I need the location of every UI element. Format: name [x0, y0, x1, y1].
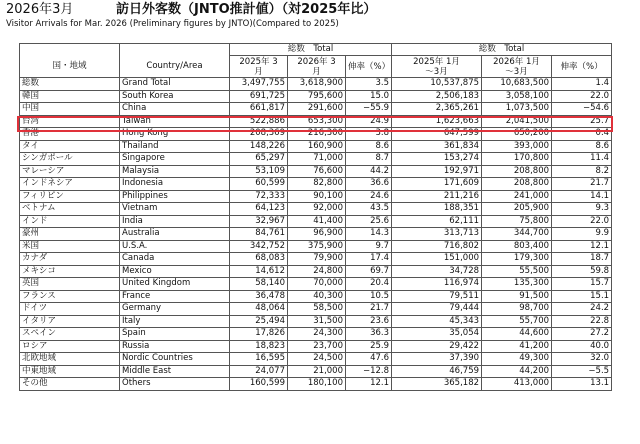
- cell-region-ja: ロシア: [20, 340, 120, 353]
- cell-2025-mar: 17,826: [230, 328, 288, 341]
- cell-2026-mar: 24,500: [288, 353, 346, 366]
- report-date: 2026年3月: [6, 2, 74, 17]
- cell-region-ja: マレーシア: [20, 165, 120, 178]
- table-row: [20, 290, 612, 303]
- cell-region-en: Nordic Countries: [120, 353, 230, 366]
- col-label-2025-mar: 2025年 3月: [239, 56, 278, 77]
- cell-region-ja: インド: [20, 215, 120, 228]
- cell-2026-mar: 24,300: [288, 328, 346, 341]
- cell-2025-ytd: 79,511: [392, 290, 482, 303]
- cell-2026-ytd: 205,900: [482, 203, 552, 216]
- cell-2026-mar: 82,800: [288, 178, 346, 191]
- cell-region-ja: 総数: [20, 78, 120, 91]
- cell-growth-mar: 36.6: [346, 178, 392, 191]
- cell-2025-ytd: 2,506,183: [392, 90, 482, 103]
- cell-2026-ytd: 1,073,500: [482, 103, 552, 116]
- cell-region-en: France: [120, 290, 230, 303]
- cell-growth-ytd: 21.7: [552, 178, 612, 191]
- cell-2026-ytd: 2,041,500: [482, 115, 552, 128]
- cell-2026-mar: 71,000: [288, 153, 346, 166]
- report-header: [6, 2, 634, 32]
- table-row: [20, 103, 612, 116]
- cell-growth-mar: 12.1: [346, 378, 392, 391]
- cell-region-ja: 北欧地域: [20, 353, 120, 366]
- cell-2026-mar: 23,700: [288, 340, 346, 353]
- cell-2025-mar: 24,077: [230, 365, 288, 378]
- cell-2026-mar: 21,000: [288, 365, 346, 378]
- cell-growth-mar: 20.4: [346, 278, 392, 291]
- table-row: [20, 340, 612, 353]
- cell-growth-ytd: 24.2: [552, 303, 612, 316]
- cell-region-en: Others: [120, 378, 230, 391]
- cell-growth-mar: 14.3: [346, 228, 392, 241]
- cell-2026-ytd: 55,500: [482, 265, 552, 278]
- cell-region-ja: 韓国: [20, 90, 120, 103]
- cell-region-en: Vietnam: [120, 203, 230, 216]
- cell-growth-mar: 24.9: [346, 115, 392, 128]
- cell-2025-ytd: 116,974: [392, 278, 482, 291]
- cell-2026-mar: 70,000: [288, 278, 346, 291]
- cell-growth-mar: 3.5: [346, 78, 392, 91]
- cell-region-ja: 中東地域: [20, 365, 120, 378]
- cell-region-ja: イタリア: [20, 315, 120, 328]
- cell-growth-ytd: 9.3: [552, 203, 612, 216]
- cell-region-en: Canada: [120, 253, 230, 266]
- cell-2026-ytd: 208,800: [482, 165, 552, 178]
- table-row: [20, 315, 612, 328]
- cell-growth-mar: 17.4: [346, 253, 392, 266]
- cell-2025-ytd: 188,351: [392, 203, 482, 216]
- cell-growth-ytd: 8.6: [552, 140, 612, 153]
- cell-2025-ytd: 192,971: [392, 165, 482, 178]
- cell-2025-mar: 68,083: [230, 253, 288, 266]
- cell-2026-ytd: 44,200: [482, 365, 552, 378]
- cell-2026-ytd: 98,700: [482, 303, 552, 316]
- cell-2026-ytd: 208,800: [482, 178, 552, 191]
- cell-2026-ytd: 179,300: [482, 253, 552, 266]
- cell-region-en: Hong Kong: [120, 128, 230, 141]
- cell-2025-mar: 208,369: [230, 128, 288, 141]
- cell-2026-mar: 291,600: [288, 103, 346, 116]
- cell-growth-mar: 8.7: [346, 153, 392, 166]
- cell-2025-ytd: 151,000: [392, 253, 482, 266]
- table-row: [20, 378, 612, 391]
- col-header-region-en: Country/Area: [120, 56, 230, 78]
- cell-growth-mar: 43.5: [346, 203, 392, 216]
- table-row: [20, 140, 612, 153]
- cell-2026-mar: 795,600: [288, 90, 346, 103]
- cell-region-en: Malaysia: [120, 165, 230, 178]
- cell-growth-ytd: 18.7: [552, 253, 612, 266]
- cell-2025-ytd: 171,609: [392, 178, 482, 191]
- cell-2026-mar: 58,500: [288, 303, 346, 316]
- col-label-2025-ytd: 2025年 1月～3月: [413, 56, 460, 77]
- cell-growth-ytd: 32.0: [552, 353, 612, 366]
- cell-2025-mar: 48,064: [230, 303, 288, 316]
- cell-2025-mar: 160,599: [230, 378, 288, 391]
- cell-2026-mar: 180,100: [288, 378, 346, 391]
- cell-2026-ytd: 49,300: [482, 353, 552, 366]
- group-header-ytd: 総数 Total: [392, 44, 612, 56]
- cell-region-ja: シンガポール: [20, 153, 120, 166]
- cell-2026-ytd: 344,700: [482, 228, 552, 241]
- cell-growth-mar: 8.6: [346, 140, 392, 153]
- cell-region-ja: 中国: [20, 103, 120, 116]
- cell-2025-mar: 16,595: [230, 353, 288, 366]
- cell-region-ja: タイ: [20, 140, 120, 153]
- cell-region-ja: フランス: [20, 290, 120, 303]
- cell-2025-mar: 65,297: [230, 153, 288, 166]
- cell-growth-mar: 10.5: [346, 290, 392, 303]
- cell-2025-mar: 148,226: [230, 140, 288, 153]
- cell-2026-mar: 96,900: [288, 228, 346, 241]
- cell-2026-ytd: 41,200: [482, 340, 552, 353]
- cell-2025-ytd: 2,365,261: [392, 103, 482, 116]
- cell-growth-ytd: 27.2: [552, 328, 612, 341]
- cell-region-ja: スペイン: [20, 328, 120, 341]
- cell-2026-ytd: 803,400: [482, 240, 552, 253]
- cell-region-en: U.S.A.: [120, 240, 230, 253]
- header-blank-en: [120, 44, 230, 56]
- cell-2026-mar: 375,900: [288, 240, 346, 253]
- cell-growth-mar: 15.0: [346, 90, 392, 103]
- cell-2025-mar: 14,612: [230, 265, 288, 278]
- table-row: [20, 353, 612, 366]
- cell-region-ja: ドイツ: [20, 303, 120, 316]
- cell-region-ja: カナダ: [20, 253, 120, 266]
- cell-growth-ytd: 22.0: [552, 90, 612, 103]
- cell-2026-mar: 24,800: [288, 265, 346, 278]
- header-blank-ja: [20, 44, 120, 56]
- cell-2026-mar: 41,400: [288, 215, 346, 228]
- cell-region-en: Taiwan: [120, 115, 230, 128]
- cell-region-en: China: [120, 103, 230, 116]
- table-row: [20, 153, 612, 166]
- cell-region-ja: 英国: [20, 278, 120, 291]
- cell-growth-ytd: 14.1: [552, 190, 612, 203]
- cell-2026-ytd: 75,800: [482, 215, 552, 228]
- cell-region-en: South Korea: [120, 90, 230, 103]
- col-header-2025-ytd: [392, 56, 482, 78]
- cell-2025-mar: 25,494: [230, 315, 288, 328]
- table-row: [20, 228, 612, 241]
- cell-region-en: Italy: [120, 315, 230, 328]
- cell-2026-ytd: 44,600: [482, 328, 552, 341]
- table-row: [20, 253, 612, 266]
- col-header-2026-ytd: [482, 56, 552, 78]
- table-body: [20, 78, 612, 391]
- cell-region-en: India: [120, 215, 230, 228]
- cell-growth-ytd: −5.5: [552, 365, 612, 378]
- cell-2026-mar: 76,600: [288, 165, 346, 178]
- cell-2025-ytd: 647,599: [392, 128, 482, 141]
- cell-region-en: Grand Total: [120, 78, 230, 91]
- cell-2026-mar: 653,300: [288, 115, 346, 128]
- cell-growth-mar: 23.6: [346, 315, 392, 328]
- table-row: [20, 303, 612, 316]
- cell-growth-ytd: 1.4: [552, 78, 612, 91]
- cell-2025-mar: 3,497,755: [230, 78, 288, 91]
- cell-growth-mar: 9.7: [346, 240, 392, 253]
- table-row: [20, 365, 612, 378]
- cell-2026-ytd: 413,000: [482, 378, 552, 391]
- table-row: [20, 190, 612, 203]
- cell-region-en: Australia: [120, 228, 230, 241]
- cell-2025-mar: 18,823: [230, 340, 288, 353]
- col-header-growth-ytd: 伸率（%）: [552, 56, 612, 78]
- table-row: [20, 90, 612, 103]
- cell-region-en: Russia: [120, 340, 230, 353]
- cell-2026-ytd: 241,000: [482, 190, 552, 203]
- cell-2025-mar: 53,109: [230, 165, 288, 178]
- cell-growth-mar: 3.8: [346, 128, 392, 141]
- table-row: [20, 178, 612, 191]
- cell-growth-mar: −55.9: [346, 103, 392, 116]
- visitor-arrivals-table: [19, 43, 612, 391]
- cell-2025-ytd: 211,216: [392, 190, 482, 203]
- cell-growth-mar: 24.6: [346, 190, 392, 203]
- col-header-region-ja: 国・地域: [20, 56, 120, 78]
- cell-region-en: Middle East: [120, 365, 230, 378]
- cell-growth-mar: −12.8: [346, 365, 392, 378]
- col-header-2025-mar: [230, 56, 288, 78]
- cell-2026-ytd: 55,700: [482, 315, 552, 328]
- col-header-2026-mar: [288, 56, 346, 78]
- cell-2026-mar: 3,618,900: [288, 78, 346, 91]
- cell-region-en: Germany: [120, 303, 230, 316]
- cell-2026-ytd: 135,300: [482, 278, 552, 291]
- cell-2026-mar: 79,900: [288, 253, 346, 266]
- table-row: [20, 278, 612, 291]
- group-header-month: 総数 Total: [230, 44, 392, 56]
- cell-2026-ytd: 10,683,500: [482, 78, 552, 91]
- cell-region-ja: 香港: [20, 128, 120, 141]
- cell-growth-ytd: 9.9: [552, 228, 612, 241]
- cell-2026-mar: 216,300: [288, 128, 346, 141]
- cell-2025-mar: 64,123: [230, 203, 288, 216]
- cell-2026-ytd: 3,058,100: [482, 90, 552, 103]
- cell-growth-ytd: −54.6: [552, 103, 612, 116]
- table-row: [20, 78, 612, 91]
- cell-region-en: Singapore: [120, 153, 230, 166]
- table-row: [20, 165, 612, 178]
- report-title: 訪日外客数（JNTO推計値）（対2025年比）: [116, 2, 377, 17]
- cell-2026-mar: 92,000: [288, 203, 346, 216]
- cell-growth-ytd: 0.4: [552, 128, 612, 141]
- cell-growth-ytd: 15.1: [552, 290, 612, 303]
- cell-region-ja: 台湾: [20, 115, 120, 128]
- cell-growth-mar: 47.6: [346, 353, 392, 366]
- cell-growth-ytd: 8.2: [552, 165, 612, 178]
- cell-growth-mar: 36.3: [346, 328, 392, 341]
- report-subtitle: Visitor Arrivals for Mar. 2026 (Preliminary figures by JNTO)(Compared to 2025): [6, 19, 339, 29]
- cell-2025-ytd: 313,713: [392, 228, 482, 241]
- cell-2025-ytd: 365,182: [392, 378, 482, 391]
- cell-growth-ytd: 40.0: [552, 340, 612, 353]
- cell-region-en: United Kingdom: [120, 278, 230, 291]
- cell-2025-mar: 661,817: [230, 103, 288, 116]
- cell-region-en: Philippines: [120, 190, 230, 203]
- table-row: [20, 215, 612, 228]
- cell-region-ja: その他: [20, 378, 120, 391]
- cell-region-ja: 米国: [20, 240, 120, 253]
- cell-2026-mar: 31,500: [288, 315, 346, 328]
- cell-growth-ytd: 15.7: [552, 278, 612, 291]
- cell-growth-mar: 25.9: [346, 340, 392, 353]
- cell-2025-ytd: 62,111: [392, 215, 482, 228]
- cell-2025-ytd: 10,537,875: [392, 78, 482, 91]
- cell-2025-mar: 60,599: [230, 178, 288, 191]
- col-label-2026-ytd: 2026年 1月～3月: [493, 56, 540, 77]
- cell-region-en: Mexico: [120, 265, 230, 278]
- col-label-2026-mar: 2026年 3月: [297, 56, 336, 77]
- cell-growth-ytd: 25.7: [552, 115, 612, 128]
- cell-growth-ytd: 22.0: [552, 215, 612, 228]
- cell-growth-ytd: 22.8: [552, 315, 612, 328]
- cell-growth-mar: 44.2: [346, 165, 392, 178]
- table-row: [20, 115, 612, 128]
- cell-2025-ytd: 37,390: [392, 353, 482, 366]
- cell-2025-ytd: 46,759: [392, 365, 482, 378]
- cell-2026-mar: 160,900: [288, 140, 346, 153]
- cell-2025-ytd: 34,728: [392, 265, 482, 278]
- cell-region-en: Thailand: [120, 140, 230, 153]
- cell-2025-mar: 522,886: [230, 115, 288, 128]
- cell-2025-mar: 36,478: [230, 290, 288, 303]
- cell-2025-ytd: 153,274: [392, 153, 482, 166]
- cell-2026-ytd: 393,000: [482, 140, 552, 153]
- cell-region-ja: フィリピン: [20, 190, 120, 203]
- cell-region-en: Indonesia: [120, 178, 230, 191]
- table-row: [20, 328, 612, 341]
- cell-2026-mar: 90,100: [288, 190, 346, 203]
- cell-2025-ytd: 1,623,663: [392, 115, 482, 128]
- table-row: [20, 240, 612, 253]
- cell-region-ja: メキシコ: [20, 265, 120, 278]
- cell-2025-mar: 342,752: [230, 240, 288, 253]
- cell-growth-mar: 21.7: [346, 303, 392, 316]
- cell-2026-mar: 40,300: [288, 290, 346, 303]
- cell-2026-ytd: 170,800: [482, 153, 552, 166]
- cell-2025-mar: 32,967: [230, 215, 288, 228]
- cell-region-ja: 豪州: [20, 228, 120, 241]
- cell-2026-ytd: 91,500: [482, 290, 552, 303]
- cell-region-ja: インドネシア: [20, 178, 120, 191]
- cell-2025-ytd: 29,422: [392, 340, 482, 353]
- table-row: [20, 203, 612, 216]
- cell-2025-mar: 72,333: [230, 190, 288, 203]
- cell-2025-mar: 84,761: [230, 228, 288, 241]
- cell-2025-ytd: 45,343: [392, 315, 482, 328]
- cell-2025-ytd: 35,054: [392, 328, 482, 341]
- cell-2025-ytd: 79,444: [392, 303, 482, 316]
- cell-2025-ytd: 361,834: [392, 140, 482, 153]
- cell-2025-ytd: 716,802: [392, 240, 482, 253]
- table-row: [20, 128, 612, 141]
- cell-2026-ytd: 650,200: [482, 128, 552, 141]
- cell-region-en: Spain: [120, 328, 230, 341]
- cell-growth-ytd: 11.4: [552, 153, 612, 166]
- cell-growth-ytd: 59.8: [552, 265, 612, 278]
- cell-2025-mar: 691,725: [230, 90, 288, 103]
- cell-growth-ytd: 13.1: [552, 378, 612, 391]
- cell-region-ja: ベトナム: [20, 203, 120, 216]
- cell-2025-mar: 58,140: [230, 278, 288, 291]
- cell-growth-ytd: 12.1: [552, 240, 612, 253]
- cell-growth-mar: 25.6: [346, 215, 392, 228]
- table-row: [20, 265, 612, 278]
- col-header-growth-mar: 伸率（%）: [346, 56, 392, 78]
- cell-growth-mar: 69.7: [346, 265, 392, 278]
